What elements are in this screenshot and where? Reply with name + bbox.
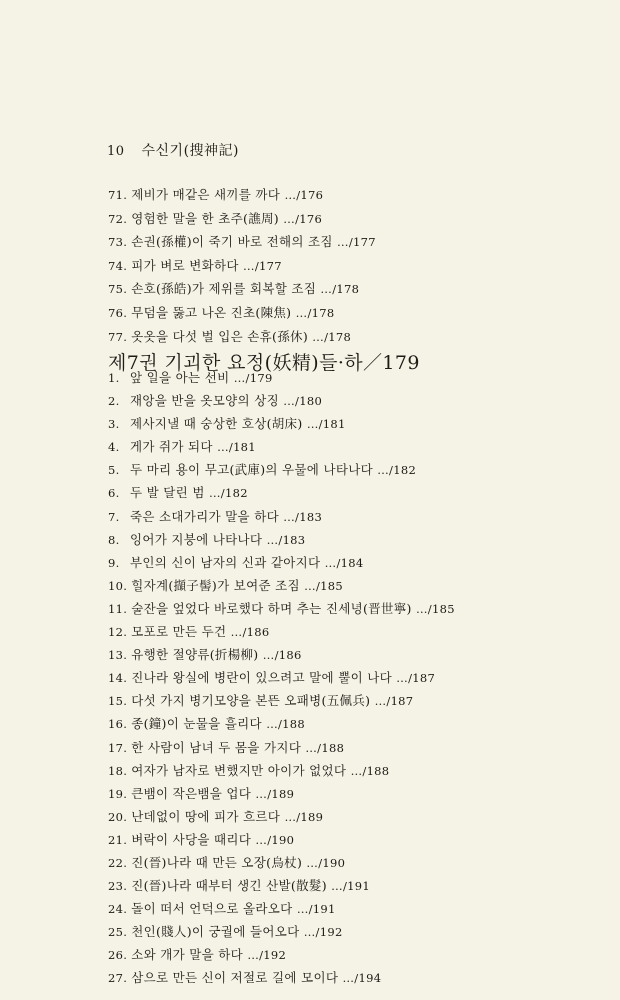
toc-entry bbox=[108, 412, 455, 435]
entry-page: …/179 bbox=[233, 371, 273, 385]
entry-title: 피가 벼로 변화하다 bbox=[131, 257, 239, 273]
entry-title: 종(鐘)이 눈물을 흘리다 bbox=[131, 716, 262, 732]
entry-page: …/194 bbox=[342, 971, 382, 986]
book-title: 수신기(搜神記) bbox=[141, 143, 239, 159]
entry-title: 큰뱀이 작은뱀을 업다 bbox=[131, 785, 252, 801]
entry-page: …/192 bbox=[303, 925, 343, 940]
entry-number: 76. bbox=[108, 305, 128, 320]
entry-page: …/181 bbox=[217, 440, 256, 455]
entry-number: 18. bbox=[108, 763, 128, 778]
entry-number: 11. bbox=[108, 601, 128, 616]
entry-page: …/188 bbox=[350, 763, 390, 778]
toc-entry bbox=[108, 874, 455, 897]
entry-title: 앞 일을 아는 선비 bbox=[130, 370, 230, 385]
entry-title: 두 마리 용이 무고(武庫)의 우물에 나타나다 bbox=[130, 462, 373, 478]
entry-title: 진(晉)나라 때부터 생긴 산발(散髮) bbox=[131, 878, 327, 894]
entry-number: 1. bbox=[108, 371, 120, 385]
toc-entry bbox=[108, 325, 376, 349]
entry-number: 26. bbox=[108, 948, 128, 963]
entry-number: 10. bbox=[108, 578, 128, 593]
entry-page: …/192 bbox=[247, 948, 287, 963]
entry-number: 73. bbox=[108, 235, 128, 250]
toc-entry bbox=[108, 207, 376, 231]
entry-number: 6. bbox=[108, 486, 120, 501]
toc-entry bbox=[108, 458, 455, 481]
entry-title: 손권(孫權)이 죽기 바로 전해의 조짐 bbox=[131, 234, 333, 250]
toc-entry bbox=[108, 851, 455, 874]
entry-title: 돌이 떠서 언덕으로 올라오다 bbox=[131, 901, 293, 917]
entry-page: …/178 bbox=[320, 282, 360, 297]
entry-page: …/190 bbox=[255, 832, 295, 847]
entry-title: 난데없이 땅에 피가 흐르다 bbox=[131, 808, 281, 824]
entry-number: 23. bbox=[108, 879, 128, 894]
entry-title: 손호(孫皓)가 제위를 회복할 조짐 bbox=[131, 281, 317, 297]
toc-entry bbox=[108, 782, 455, 805]
entry-page: …/180 bbox=[283, 394, 323, 409]
entry-page: …/191 bbox=[331, 879, 370, 894]
entry-page: …/190 bbox=[306, 855, 346, 870]
toc-entry bbox=[108, 666, 455, 689]
entry-title: 제사지낼 때 숭상한 호상(胡床) bbox=[130, 416, 303, 432]
entry-title: 여자가 남자로 변했지만 아이가 없었다 bbox=[131, 762, 347, 778]
toc-entry bbox=[108, 528, 455, 551]
toc-entry bbox=[108, 805, 455, 828]
toc-entry bbox=[108, 966, 455, 989]
entry-number: 15. bbox=[108, 694, 128, 709]
entry-title: 제비가 매같은 새끼를 까다 bbox=[131, 187, 281, 202]
running-header bbox=[107, 140, 239, 160]
page-number: 10 bbox=[107, 144, 125, 159]
entry-page: …/189 bbox=[284, 809, 324, 824]
entry-page: …/177 bbox=[337, 235, 376, 250]
toc-entry bbox=[108, 574, 455, 597]
toc-entry bbox=[108, 643, 455, 666]
entry-title: 옷옷을 다섯 벌 입은 손휴(孫休) bbox=[131, 328, 309, 344]
entry-page: …/187 bbox=[374, 694, 414, 709]
entry-number: 77. bbox=[108, 329, 128, 344]
entry-title: 게가 쥐가 되다 bbox=[130, 439, 213, 455]
entry-title: 다섯 가지 병기모양을 본뜬 오패병(五佩兵) bbox=[131, 693, 371, 709]
entry-page: …/182 bbox=[208, 486, 248, 501]
entry-title: 술잔을 엎었다 바로했다 하며 추는 진세녕(晋世寧) bbox=[131, 600, 412, 616]
entry-number: 71. bbox=[108, 188, 128, 202]
entry-page: …/181 bbox=[306, 417, 346, 432]
toc-entry bbox=[108, 183, 376, 207]
chapter-toc-list bbox=[108, 366, 455, 990]
toc-entry bbox=[108, 736, 455, 759]
entry-number: 2. bbox=[108, 394, 120, 409]
entry-title: 죽은 소대가리가 말을 하다 bbox=[130, 508, 279, 524]
entry-number: 3. bbox=[108, 417, 120, 432]
entry-title: 천인(賤人)이 궁궐에 들어오다 bbox=[131, 924, 300, 940]
toc-entry bbox=[108, 943, 455, 966]
entry-number: 20. bbox=[108, 809, 128, 824]
toc-entry bbox=[108, 366, 455, 389]
entry-number: 74. bbox=[108, 258, 128, 273]
entry-page: …/182 bbox=[377, 463, 417, 478]
toc-entry bbox=[108, 389, 455, 412]
entry-page: …/186 bbox=[262, 648, 302, 663]
toc-entry bbox=[108, 277, 376, 301]
toc-entry bbox=[108, 712, 455, 735]
entry-title: 한 사람이 남녀 두 몸을 가지다 bbox=[131, 739, 302, 755]
entry-title: 소와 개가 말을 하다 bbox=[131, 947, 244, 963]
entry-number: 19. bbox=[108, 786, 128, 801]
entry-number: 12. bbox=[108, 625, 128, 640]
entry-number: 8. bbox=[108, 532, 120, 547]
entry-number: 22. bbox=[108, 855, 128, 870]
entry-page: …/189 bbox=[255, 786, 295, 801]
entry-number: 7. bbox=[108, 509, 120, 524]
entry-number: 25. bbox=[108, 925, 128, 940]
entry-number: 17. bbox=[108, 740, 128, 755]
entry-page: …/183 bbox=[266, 532, 306, 547]
toc-entry bbox=[108, 435, 455, 458]
entry-page: …/178 bbox=[295, 305, 335, 320]
entry-number: 72. bbox=[108, 211, 128, 226]
entry-title: 진나라 왕실에 병란이 있으려고 말에 뿔이 나다 bbox=[131, 670, 392, 686]
entry-title: 삼으로 만든 신이 저절로 길에 모이다 bbox=[131, 970, 339, 986]
toc-entry bbox=[108, 920, 455, 943]
toc-entry bbox=[108, 828, 455, 851]
chapter-heading: 제7권 기괴한 요정(妖精)들·하／179 bbox=[108, 352, 420, 374]
entry-page: …/191 bbox=[296, 902, 336, 917]
toc-entry bbox=[108, 689, 455, 712]
toc-entry bbox=[108, 620, 455, 643]
entry-page: …/186 bbox=[230, 625, 270, 640]
entry-page: …/183 bbox=[283, 509, 323, 524]
entry-page: …/188 bbox=[305, 740, 345, 755]
entry-title: 유행한 절양류(折楊柳) bbox=[131, 647, 259, 663]
entry-page: …/188 bbox=[266, 717, 306, 732]
entry-number: 24. bbox=[108, 902, 128, 917]
entry-number: 9. bbox=[108, 555, 120, 570]
toc-entry bbox=[108, 759, 455, 782]
entry-page: …/185 bbox=[304, 578, 343, 593]
entry-title: 벼락이 사당을 때리다 bbox=[131, 831, 252, 847]
entry-title: 부인의 신이 남자의 신과 같아지다 bbox=[130, 554, 321, 570]
toc-entry bbox=[108, 505, 455, 528]
entry-title: 진(晉)나라 때 만든 오장(烏杖) bbox=[131, 854, 303, 870]
toc-entry bbox=[108, 254, 376, 278]
entry-title: 재앙을 반을 옷모양의 상징 bbox=[130, 393, 279, 409]
entry-number: 4. bbox=[108, 440, 120, 455]
entry-page: …/176 bbox=[284, 188, 324, 202]
entry-number: 75. bbox=[108, 282, 128, 297]
entry-number: 27. bbox=[108, 971, 128, 986]
entry-page: …/185 bbox=[415, 601, 455, 616]
entry-page: …/187 bbox=[396, 671, 436, 686]
entry-number: 21. bbox=[108, 832, 128, 847]
toc-entry bbox=[108, 481, 455, 504]
entry-page: …/184 bbox=[324, 555, 364, 570]
toc-entry bbox=[108, 230, 376, 254]
toc-entry bbox=[108, 597, 455, 620]
toc-entry bbox=[108, 897, 455, 920]
entry-number: 14. bbox=[108, 671, 128, 686]
entry-title: 무덤을 뚫고 나온 진초(陳焦) bbox=[131, 304, 292, 320]
previous-toc-list bbox=[108, 183, 376, 348]
entry-number: 13. bbox=[108, 648, 128, 663]
entry-title: 잉어가 지붕에 나타나다 bbox=[130, 531, 263, 547]
entry-title: 두 발 달린 범 bbox=[130, 485, 205, 501]
entry-number: 5. bbox=[108, 463, 120, 478]
toc-entry bbox=[108, 551, 455, 574]
toc-entry bbox=[108, 301, 376, 325]
entry-page: …/178 bbox=[312, 329, 352, 344]
entry-page: …/177 bbox=[243, 258, 282, 273]
entry-page: …/176 bbox=[283, 211, 323, 226]
entry-number: 16. bbox=[108, 717, 128, 732]
entry-title: 모포로 만든 두건 bbox=[131, 624, 227, 640]
entry-title: 힐자계(擷子髻)가 보여준 조짐 bbox=[131, 577, 300, 593]
entry-title: 영험한 말을 한 초주(譙周) bbox=[131, 210, 279, 226]
